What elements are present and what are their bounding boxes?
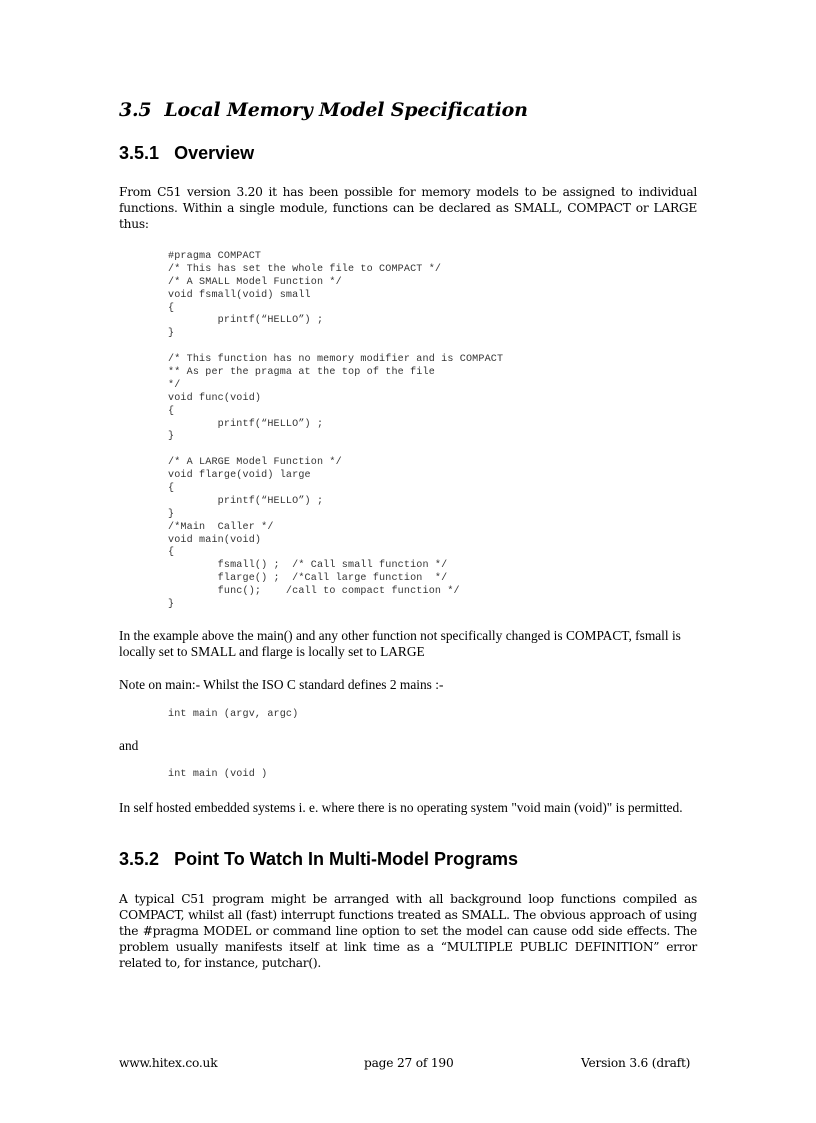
code-main-signature-1: int main (argv, argc): [168, 709, 299, 720]
code-line: void main(void): [168, 534, 262, 546]
section-title: Local Memory Model Specification: [164, 99, 528, 121]
code-line: }: [168, 599, 175, 611]
code-main-signature-2: int main (void ): [168, 769, 268, 780]
code-line: }: [168, 508, 175, 520]
section-number: 3.5: [119, 99, 152, 121]
and-text: and: [119, 738, 139, 753]
footer-version: Version 3.6 (draft): [581, 1056, 691, 1070]
subsection-heading-overview: [119, 143, 254, 164]
code-line: printf(“HELLO”) ;: [168, 418, 324, 430]
code-line: /* A LARGE Model Function */: [168, 457, 342, 469]
code-line: fsmall() ; /* Call small function */: [168, 560, 448, 572]
code-line: {: [168, 405, 175, 417]
example-note-paragraph: In the example above the main() and any other function not specifically changed is COMPACT, fsmall is locally set to SMALL and flarge is locally set to LARGE: [119, 628, 681, 659]
section-heading: [119, 99, 528, 121]
code-line: [168, 444, 503, 457]
code-listing-memory-models: [168, 251, 503, 612]
code-line: /* A SMALL Model Function */: [168, 276, 342, 288]
subsection-title: Point To Watch In Multi-Model Programs: [174, 849, 519, 869]
subsection-number: 3.5.1: [119, 143, 160, 163]
multi-model-paragraph: A typical C51 program might be arranged with all background loop functions compiled as COMPACT, whilst all (fast) interrupt functions treated as SMALL. The obvious approach of using the #pragma MODEL or command line option to set the model can cause odd side effects. The problem usually manifests itself at link time as a “MULTIPLE PUBLIC DEFINITION” error related to, for instance, putchar().: [119, 892, 697, 970]
subsection-heading-multi-model: [119, 849, 518, 870]
code-line: {: [168, 483, 175, 495]
code-line: void func(void): [168, 392, 262, 404]
code-line: {: [168, 302, 175, 314]
footer-website: www.hitex.co.uk: [119, 1056, 218, 1070]
code-line: }: [168, 431, 175, 443]
subsection-number: 3.5.2: [119, 849, 160, 869]
code-line: {: [168, 547, 175, 559]
code-line: [168, 341, 503, 354]
code-line: ** As per the pragma at the top of the file: [168, 367, 435, 379]
code-line: */: [168, 379, 181, 391]
overview-intro-paragraph: From C51 version 3.20 it has been possible for memory models to be assigned to individual functions. Within a single module, functions can be declared as SMALL, COMPACT or LARGE thus:: [119, 185, 697, 231]
code-line: #pragma COMPACT: [168, 251, 262, 262]
code-line: printf(“HELLO”) ;: [168, 315, 324, 327]
code-line: void fsmall(void) small: [168, 289, 311, 301]
code-line: void flarge(void) large: [168, 470, 311, 482]
code-line: flarge() ; /*Call large function */: [168, 573, 448, 585]
hosted-systems-paragraph: In self hosted embedded systems i. e. where there is no operating system "void main (void)" is permitted.: [119, 800, 683, 815]
code-line: }: [168, 328, 175, 340]
subsection-title: Overview: [174, 143, 255, 163]
code-line: func(); /call to compact function */: [168, 586, 460, 598]
code-line: /*Main Caller */: [168, 521, 274, 533]
code-line: /* This has set the whole file to COMPACT */: [168, 263, 442, 275]
footer-page-number: page 27 of 190: [364, 1056, 454, 1070]
code-line: printf(“HELLO”) ;: [168, 495, 324, 507]
code-line: /* This function has no memory modifier and is COMPACT: [168, 354, 504, 366]
main-note-paragraph: Note on main:- Whilst the ISO C standard defines 2 mains :-: [119, 677, 444, 692]
